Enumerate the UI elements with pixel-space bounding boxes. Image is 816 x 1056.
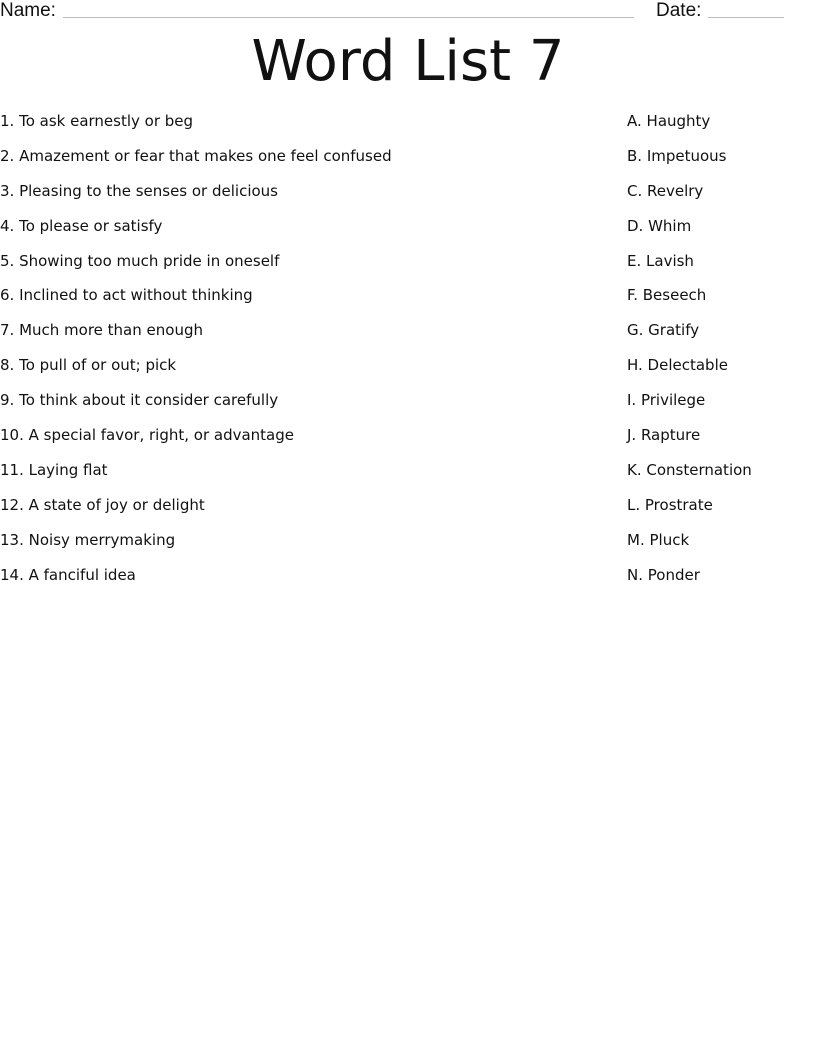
clue-item: 4. To please or satisfy (0, 216, 163, 235)
clue-item: 10. A special favor, right, or advantage (0, 426, 294, 445)
answer-item: N. Ponder (627, 565, 700, 584)
clue-item: 13. Noisy merrymaking (0, 530, 176, 549)
answer-list (627, 111, 816, 599)
clue-list (0, 111, 600, 599)
clue-item: 2. Amazement or fear that makes one feel confused (0, 146, 392, 165)
answer-item: M. Pluck (627, 530, 690, 549)
answer-item: J. Rapture (627, 426, 701, 445)
clue-item: 5. Showing too much pride in oneself (0, 251, 280, 270)
date-label: Date: (656, 0, 702, 21)
clue-item: 8. To pull of or out; pick (0, 356, 177, 375)
answer-item: L. Prostrate (627, 495, 713, 514)
answer-item: I. Privilege (627, 391, 706, 410)
page-title: Word List 7 (251, 29, 565, 94)
answer-item: F. Beseech (627, 286, 707, 305)
answer-item: A. Haughty (627, 112, 711, 130)
name-label: Name: (0, 0, 56, 21)
answer-item: G. Gratify (627, 321, 700, 340)
worksheet-header (0, 0, 816, 24)
date-blank-line[interactable] (708, 17, 784, 18)
clue-item: 12. A state of joy or delight (0, 495, 205, 514)
answer-item: C. Revelry (627, 181, 704, 200)
answer-item: H. Delectable (627, 356, 728, 375)
clue-item: 1. To ask earnestly or beg (0, 112, 194, 130)
answer-item: E. Lavish (627, 251, 694, 270)
clue-item: 3. Pleasing to the senses or delicious (0, 181, 278, 200)
clue-item: 9. To think about it consider carefully (0, 391, 279, 410)
clue-item: 11. Laying flat (0, 460, 108, 479)
name-blank-line[interactable] (63, 17, 634, 18)
clue-item: 7. Much more than enough (0, 321, 203, 340)
answer-item: K. Consternation (627, 460, 752, 479)
clue-item: 14. A fanciful idea (0, 565, 136, 584)
answer-item: B. Impetuous (627, 146, 727, 165)
answer-item: D. Whim (627, 216, 692, 235)
clue-item: 6. Inclined to act without thinking (0, 286, 253, 305)
